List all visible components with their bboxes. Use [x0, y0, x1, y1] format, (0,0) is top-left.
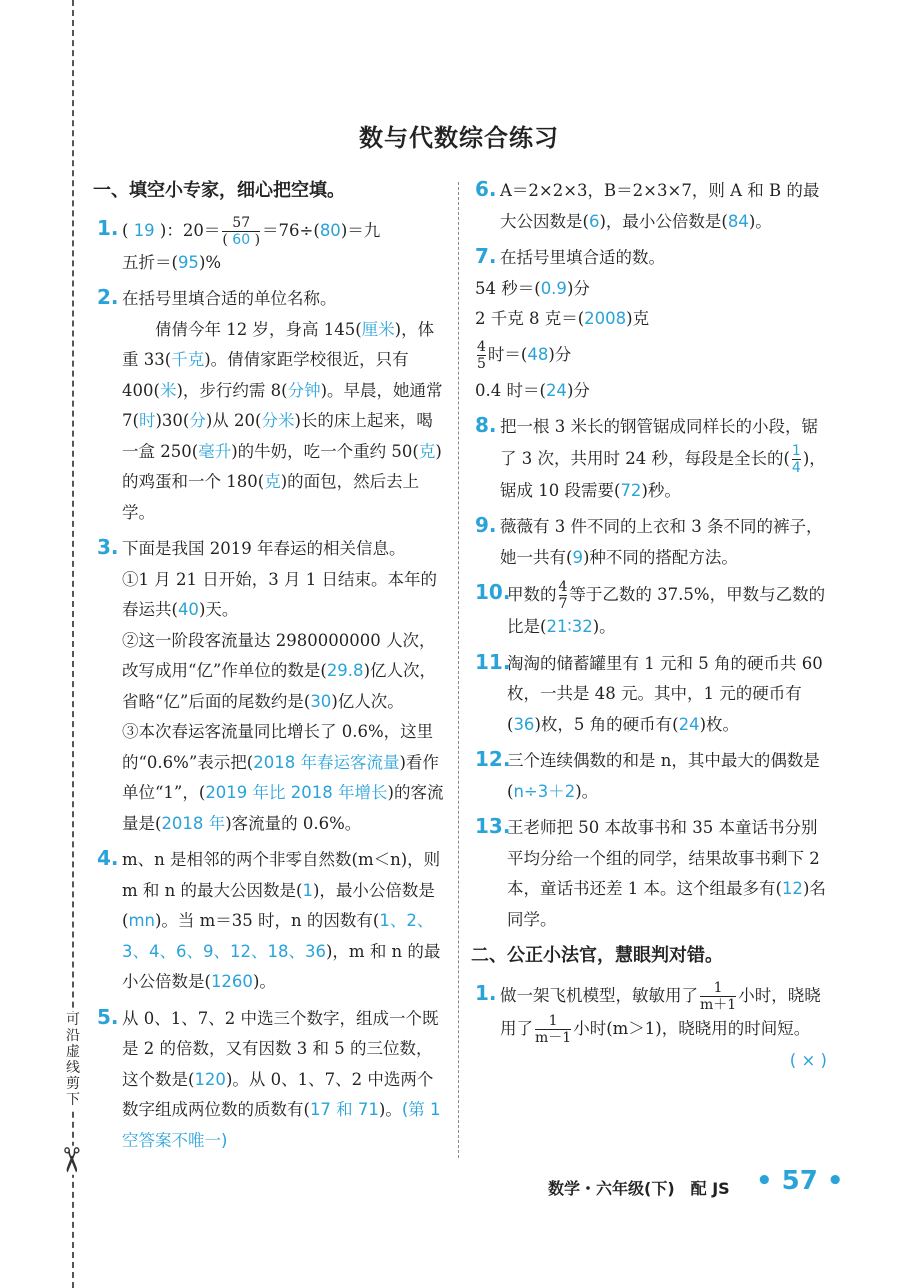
question-9 — [475, 512, 827, 573]
text: 等于乙数的 37.5%，甲数与乙数的比是( — [507, 585, 826, 636]
text: )长的床上起来，喝一盒 250( — [122, 411, 433, 461]
text: 0.4 时＝( — [475, 380, 546, 400]
text: 小时，晓晓用了 — [500, 985, 821, 1038]
text: 三个连续偶数的和是 n，其中最大的偶数是( — [507, 751, 820, 801]
answer: 84 — [727, 211, 749, 231]
text: )。从 0、1、7、2 中选两个数字组成两位数的质数有( — [122, 1069, 434, 1119]
answer: 0.9 — [540, 278, 567, 298]
sub-item-2 — [122, 626, 447, 718]
text: ：20＝ — [166, 220, 221, 240]
denominator: m－1 — [535, 1029, 572, 1046]
text: )。 — [575, 781, 599, 801]
text: ①1 月 21 日开始，3 月 1 日结束。本年的春运共( — [122, 569, 437, 619]
text: )亿人次，省略“亿”后面的尾数约是( — [122, 661, 436, 711]
text: )，锯成 10 段需要( — [500, 448, 826, 500]
numerator: 1 — [791, 442, 801, 459]
text: )分 — [566, 380, 590, 400]
answer: 分钟 — [287, 380, 321, 400]
question-text: 在括号里填合适的单位名称。 — [122, 289, 337, 308]
text: )30( — [155, 411, 190, 430]
answer: 17 和 71 — [309, 1100, 379, 1119]
column-divider — [458, 182, 459, 1158]
question-number: 1. — [475, 980, 497, 1005]
text: )，最小公倍数是( — [122, 880, 435, 930]
text: 从 0、1、7、2 中选三个数字，组成一个既是 2 的倍数，又有因数 3 和 5 的三位数，这个数是( — [122, 1008, 439, 1089]
text: )。当 m＝35 时，n 的因数有( — [154, 911, 380, 930]
text: )名同学。 — [507, 879, 826, 929]
text: )枚，5 角的硬币有( — [534, 714, 679, 734]
sub-item-3 — [122, 717, 447, 839]
denominator: 4 — [791, 459, 801, 476]
answer: 2008 — [584, 309, 627, 328]
line-4 — [475, 376, 827, 407]
fraction — [559, 579, 568, 612]
text: )。 — [592, 617, 616, 636]
answer: 9 — [572, 547, 583, 567]
answer: 72 — [620, 480, 642, 500]
text: )天。 — [198, 600, 239, 619]
fraction — [535, 1013, 571, 1046]
question-number: 11. — [475, 649, 511, 674]
question-3 — [97, 534, 447, 839]
section-fill-blank: 一、填空小专家，细心把空填。 — [93, 180, 345, 201]
question-number: 12. — [475, 747, 511, 771]
answer: 24 — [678, 714, 700, 734]
answer: 24 — [545, 380, 567, 400]
answer: 21∶32 — [546, 617, 593, 636]
text: )枚。 — [699, 714, 739, 734]
question-number: 5. — [97, 1004, 119, 1029]
answer: 克 — [418, 441, 436, 461]
text: )，步行约需 8( — [176, 380, 288, 400]
question-number: 3. — [97, 535, 119, 559]
fraction — [700, 980, 736, 1013]
answer: 分米 — [261, 411, 295, 430]
text: )看作单位“1”，( — [122, 752, 439, 802]
passage — [122, 315, 447, 529]
text: )。 — [378, 1100, 402, 1119]
question-number: 1. — [97, 215, 119, 240]
answer: 厘米 — [361, 319, 395, 339]
answer: 1、2、3、4、6、9、12、18、36 — [122, 911, 434, 961]
section-true-false: 二、公正小法官，慧眼判对错。 — [471, 945, 723, 966]
text: )，m 和 n 的最小公倍数是( — [122, 941, 441, 991]
answer: 6 — [588, 211, 600, 231]
page-title: 数与代数综合练习 — [359, 124, 559, 152]
answer: 120 — [194, 1069, 226, 1089]
answer: 29.8 — [326, 661, 364, 680]
line-2 — [475, 304, 827, 335]
question-13 — [475, 813, 827, 935]
answer: 48 — [527, 344, 549, 364]
numerator: 1 — [713, 979, 723, 996]
answer: 36 — [513, 714, 535, 734]
left-column — [93, 176, 447, 1162]
question-text: 在括号里填合适的数。 — [500, 248, 665, 267]
question-number: 8. — [475, 413, 497, 437]
right-column — [471, 176, 827, 1082]
fraction-answer — [792, 443, 801, 476]
answer: 分 — [189, 411, 206, 430]
text: )% — [198, 252, 222, 272]
numerator: 1 — [548, 1012, 558, 1029]
answer: 克 — [264, 472, 281, 491]
question-1: 1. ( 19 )：20＝ $\frac{57}{( 60 )}$ ＝76÷(80)＝九 五折＝(95)% — [97, 214, 381, 272]
answer: 毫升 — [198, 441, 232, 461]
text: )。倩倩家距学校很近，只有 400( — [122, 350, 409, 400]
question-number: 10. — [475, 580, 511, 604]
question-number: 9. — [475, 513, 497, 537]
text: )，体重 33( — [122, 319, 435, 369]
question-11 — [475, 649, 827, 741]
judgement-answer: ( × ) — [789, 1050, 827, 1070]
text: 淘淘的储蓄罐里有 1 元和 5 角的硬币共 60 枚，一共是 48 元。其中，1 元的硬币有( — [507, 653, 823, 734]
fraction: $\frac{57}{( 60 )}$ — [222, 214, 261, 248]
question-8 — [475, 412, 827, 506]
answer: 1260 — [210, 972, 253, 991]
text: )分 — [566, 278, 590, 298]
text: 薇薇有 3 件不同的上衣和 3 条不同的裤子，她一共有( — [500, 517, 823, 567]
question-6 — [475, 176, 827, 237]
text: )的客流量是( — [122, 783, 444, 833]
numerator: 57 — [232, 214, 251, 231]
text: )亿人次。 — [331, 691, 404, 711]
fraction — [477, 339, 486, 372]
text: 把一根 3 米长的钢管锯成同样长的小段，锯了 3 次，共用时 24 秒，每段是全长的( — [500, 417, 818, 468]
cut-instruction: 可沿虚线剪下 — [66, 1012, 80, 1108]
sub-item-1 — [122, 565, 447, 626]
text: )。 — [252, 972, 276, 991]
text: )。 — [748, 211, 772, 231]
text: 做一架飞机模型，敏敏用了 — [500, 985, 698, 1005]
text: ＝76÷( — [262, 220, 320, 240]
judge-question-1 — [475, 980, 827, 1077]
page-number: • 57 • — [756, 1166, 844, 1196]
text: ③本次春运客流量同比增长了 0.6%，这里的“0.6%”表示把( — [122, 722, 434, 772]
text: )的鸡蛋和一个 180( — [122, 441, 442, 491]
answer: 60 — [232, 231, 251, 248]
text: m、n 是相邻的两个非零自然数(m＜n)，则 m 和 n 的最大公因数是( — [122, 850, 441, 900]
text: 王老师把 50 本故事书和 35 本童话书分别平均分给一个组的同学，结果故事书剩下 2 本，童话书还差 1 本。这个组最多有( — [507, 818, 820, 898]
text: )秒。 — [641, 480, 681, 500]
text: ②这一阶段客流量达 2980000000 人次，改写成用“亿”作单位的数是( — [122, 630, 436, 680]
answer: 米 — [159, 380, 177, 400]
answer: 2019 年比 2018 年增长 — [205, 783, 388, 802]
answer: 80 — [319, 220, 341, 240]
answer: 2018 年 — [161, 813, 226, 833]
text: 甲数的 — [507, 585, 557, 604]
question-12 — [475, 746, 827, 807]
text: 2 千克 8 克＝( — [475, 309, 585, 328]
text: )。早晨，她通常 7( — [122, 380, 443, 430]
denominator: m＋1 — [700, 996, 737, 1013]
text: )，最小公倍数是( — [599, 211, 728, 231]
text: )种不同的搭配方法。 — [582, 547, 738, 567]
text: 五折＝( — [122, 252, 178, 272]
denominator: 7 — [558, 596, 568, 612]
text: 倩倩今年 12 岁，身高 145( — [155, 319, 362, 339]
answer-note: (第 1 空答案不唯一) — [122, 1100, 441, 1150]
text: 54 秒＝( — [475, 278, 541, 298]
answer: n÷3＋2 — [513, 781, 576, 801]
text: )分 — [548, 344, 572, 364]
question-7 — [475, 243, 827, 406]
text: )的面包，然后去上学。 — [122, 472, 420, 522]
answer: mn — [128, 911, 155, 930]
answer: 40 — [177, 600, 199, 619]
question-5 — [97, 1004, 447, 1157]
question-number: 13. — [475, 814, 511, 838]
text: )克 — [626, 309, 650, 328]
text: )＝九 — [340, 220, 381, 240]
answer: 千克 — [171, 350, 205, 369]
footer-text: 数学・六年级(下) 配 JS — [548, 1179, 730, 1198]
answer: 时 — [138, 411, 156, 430]
numerator: 4 — [477, 338, 486, 355]
question-number: 7. — [475, 244, 497, 268]
answer: 95 — [177, 252, 199, 272]
text: 小时(m＞1)，晓晓用的时间短。 — [573, 1018, 811, 1038]
numerator: 4 — [558, 579, 568, 595]
question-number: 6. — [475, 177, 497, 201]
answer: 19 — [133, 220, 155, 240]
text: )客流量的 0.6%。 — [225, 813, 362, 833]
question-number: 2. — [97, 285, 119, 309]
line-3 — [475, 339, 827, 372]
question-4 — [97, 845, 447, 998]
line-1 — [475, 274, 827, 305]
question-number: 4. — [97, 846, 119, 870]
answer: 2018 年春运客流量 — [253, 752, 400, 772]
question-text: 下面是我国 2019 年春运的相关信息。 — [122, 539, 406, 558]
question-2 — [97, 284, 447, 528]
question-10 — [475, 579, 827, 643]
answer: 1 — [302, 880, 313, 900]
answer: 12 — [781, 879, 803, 898]
text: 时＝( — [487, 344, 528, 364]
answer: 30 — [310, 691, 332, 711]
text: A＝2×2×3，B＝2×3×7，则 A 和 B 的最大公因数是( — [500, 181, 820, 231]
scissors-icon: ✂ — [50, 1145, 91, 1175]
text: )的牛奶，吃一个重约 50( — [231, 441, 419, 461]
denominator: 5 — [477, 355, 486, 372]
text: )从 20( — [205, 411, 262, 430]
